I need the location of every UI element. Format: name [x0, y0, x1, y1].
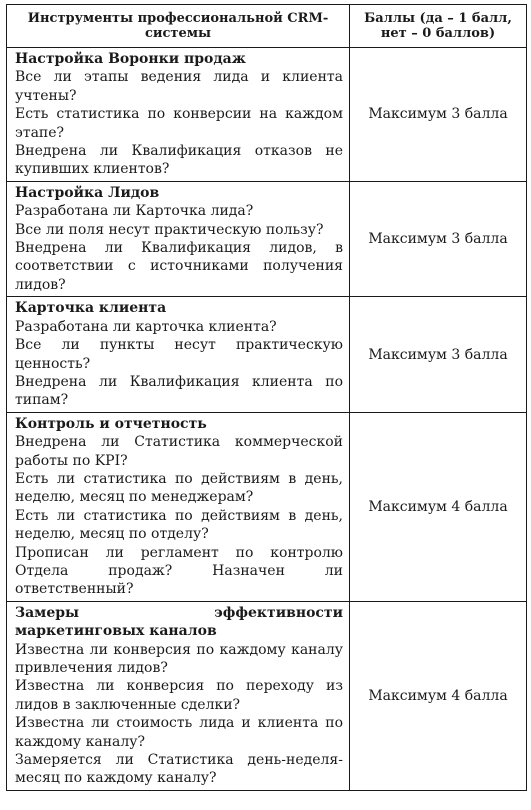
question-text: Прописан ли регламент по контролю Отдела продаж? Назначен ли ответственный?	[15, 544, 343, 598]
questions-cell	[7, 181, 350, 296]
questions-cell	[7, 601, 350, 790]
question-text: Есть ли статистика по действиям в день, неделю, месяц по менеджерам?	[15, 470, 343, 506]
table-row	[7, 181, 527, 296]
header-tools: Инструменты профессиональной CRM-системы	[7, 5, 350, 48]
question-text: Внедрена ли Квалификация лидов, в соответствии с источниками получения лидов?	[15, 240, 343, 293]
table-row	[7, 412, 527, 601]
question-text: Известна ли конверсия по каждому каналу привлечения лидов?	[15, 641, 343, 676]
section-title: Настройка Воронки продаж	[15, 51, 246, 67]
question-text: Известна ли конверсия по переходу из лидов в заключенные сделки?	[15, 678, 343, 713]
score-cell: Максимум 4 балла	[350, 601, 527, 790]
section-title: Карточка клиента	[15, 300, 167, 317]
question-text: Замеряется ли Статистика день-неделя-месяц по каждому каналу?	[15, 752, 343, 787]
question-text: Все ли поля несут практическую пользу?	[15, 221, 324, 238]
question-text: Есть ли статистика по действиям в день, неделю, месяц по отделу?	[15, 507, 343, 543]
score-cell: Максимум 3 балла	[350, 48, 527, 182]
question-text: Внедрена ли Квалификация отказов не купивших клиентов?	[15, 143, 343, 178]
table-row	[7, 48, 527, 182]
table-row	[7, 297, 527, 412]
question-text: Есть статистика по конверсии на каждом этапе?	[15, 106, 343, 141]
score-cell: Максимум 4 балла	[350, 412, 527, 601]
score-cell: Максимум 3 балла	[350, 297, 527, 412]
question-text: Разработана ли карточка клиента?	[15, 318, 277, 335]
questions-cell	[7, 412, 350, 601]
table-row	[7, 601, 527, 790]
question-text: Разработана ли Карточка лида?	[15, 203, 254, 220]
question-text: Известна ли стоимость лида и клиента по каждому каналу?	[15, 715, 343, 750]
header-scores: Баллы (да – 1 балл, нет – 0 баллов)	[350, 5, 527, 48]
question-text: Внедрена ли Статистика коммерческой работы по KPI?	[15, 434, 343, 469]
questions-cell	[7, 48, 350, 182]
question-text: Внедрена ли Квалификация клиента по типам?	[15, 373, 343, 409]
crm-checklist-table	[6, 4, 527, 791]
questions-cell	[7, 297, 350, 412]
question-text: Все ли этапы ведения лида и клиента учтены?	[15, 69, 343, 104]
section-title: Настройка Лидов	[15, 184, 160, 201]
question-text: Все ли пункты несут практическую ценность?	[15, 337, 343, 372]
section-title: Контроль и отчетность	[15, 415, 207, 432]
section-title: Замеры эффективности маркетинговых каналов	[15, 604, 343, 640]
header-row	[7, 5, 527, 48]
score-cell: Максимум 3 балла	[350, 181, 527, 296]
